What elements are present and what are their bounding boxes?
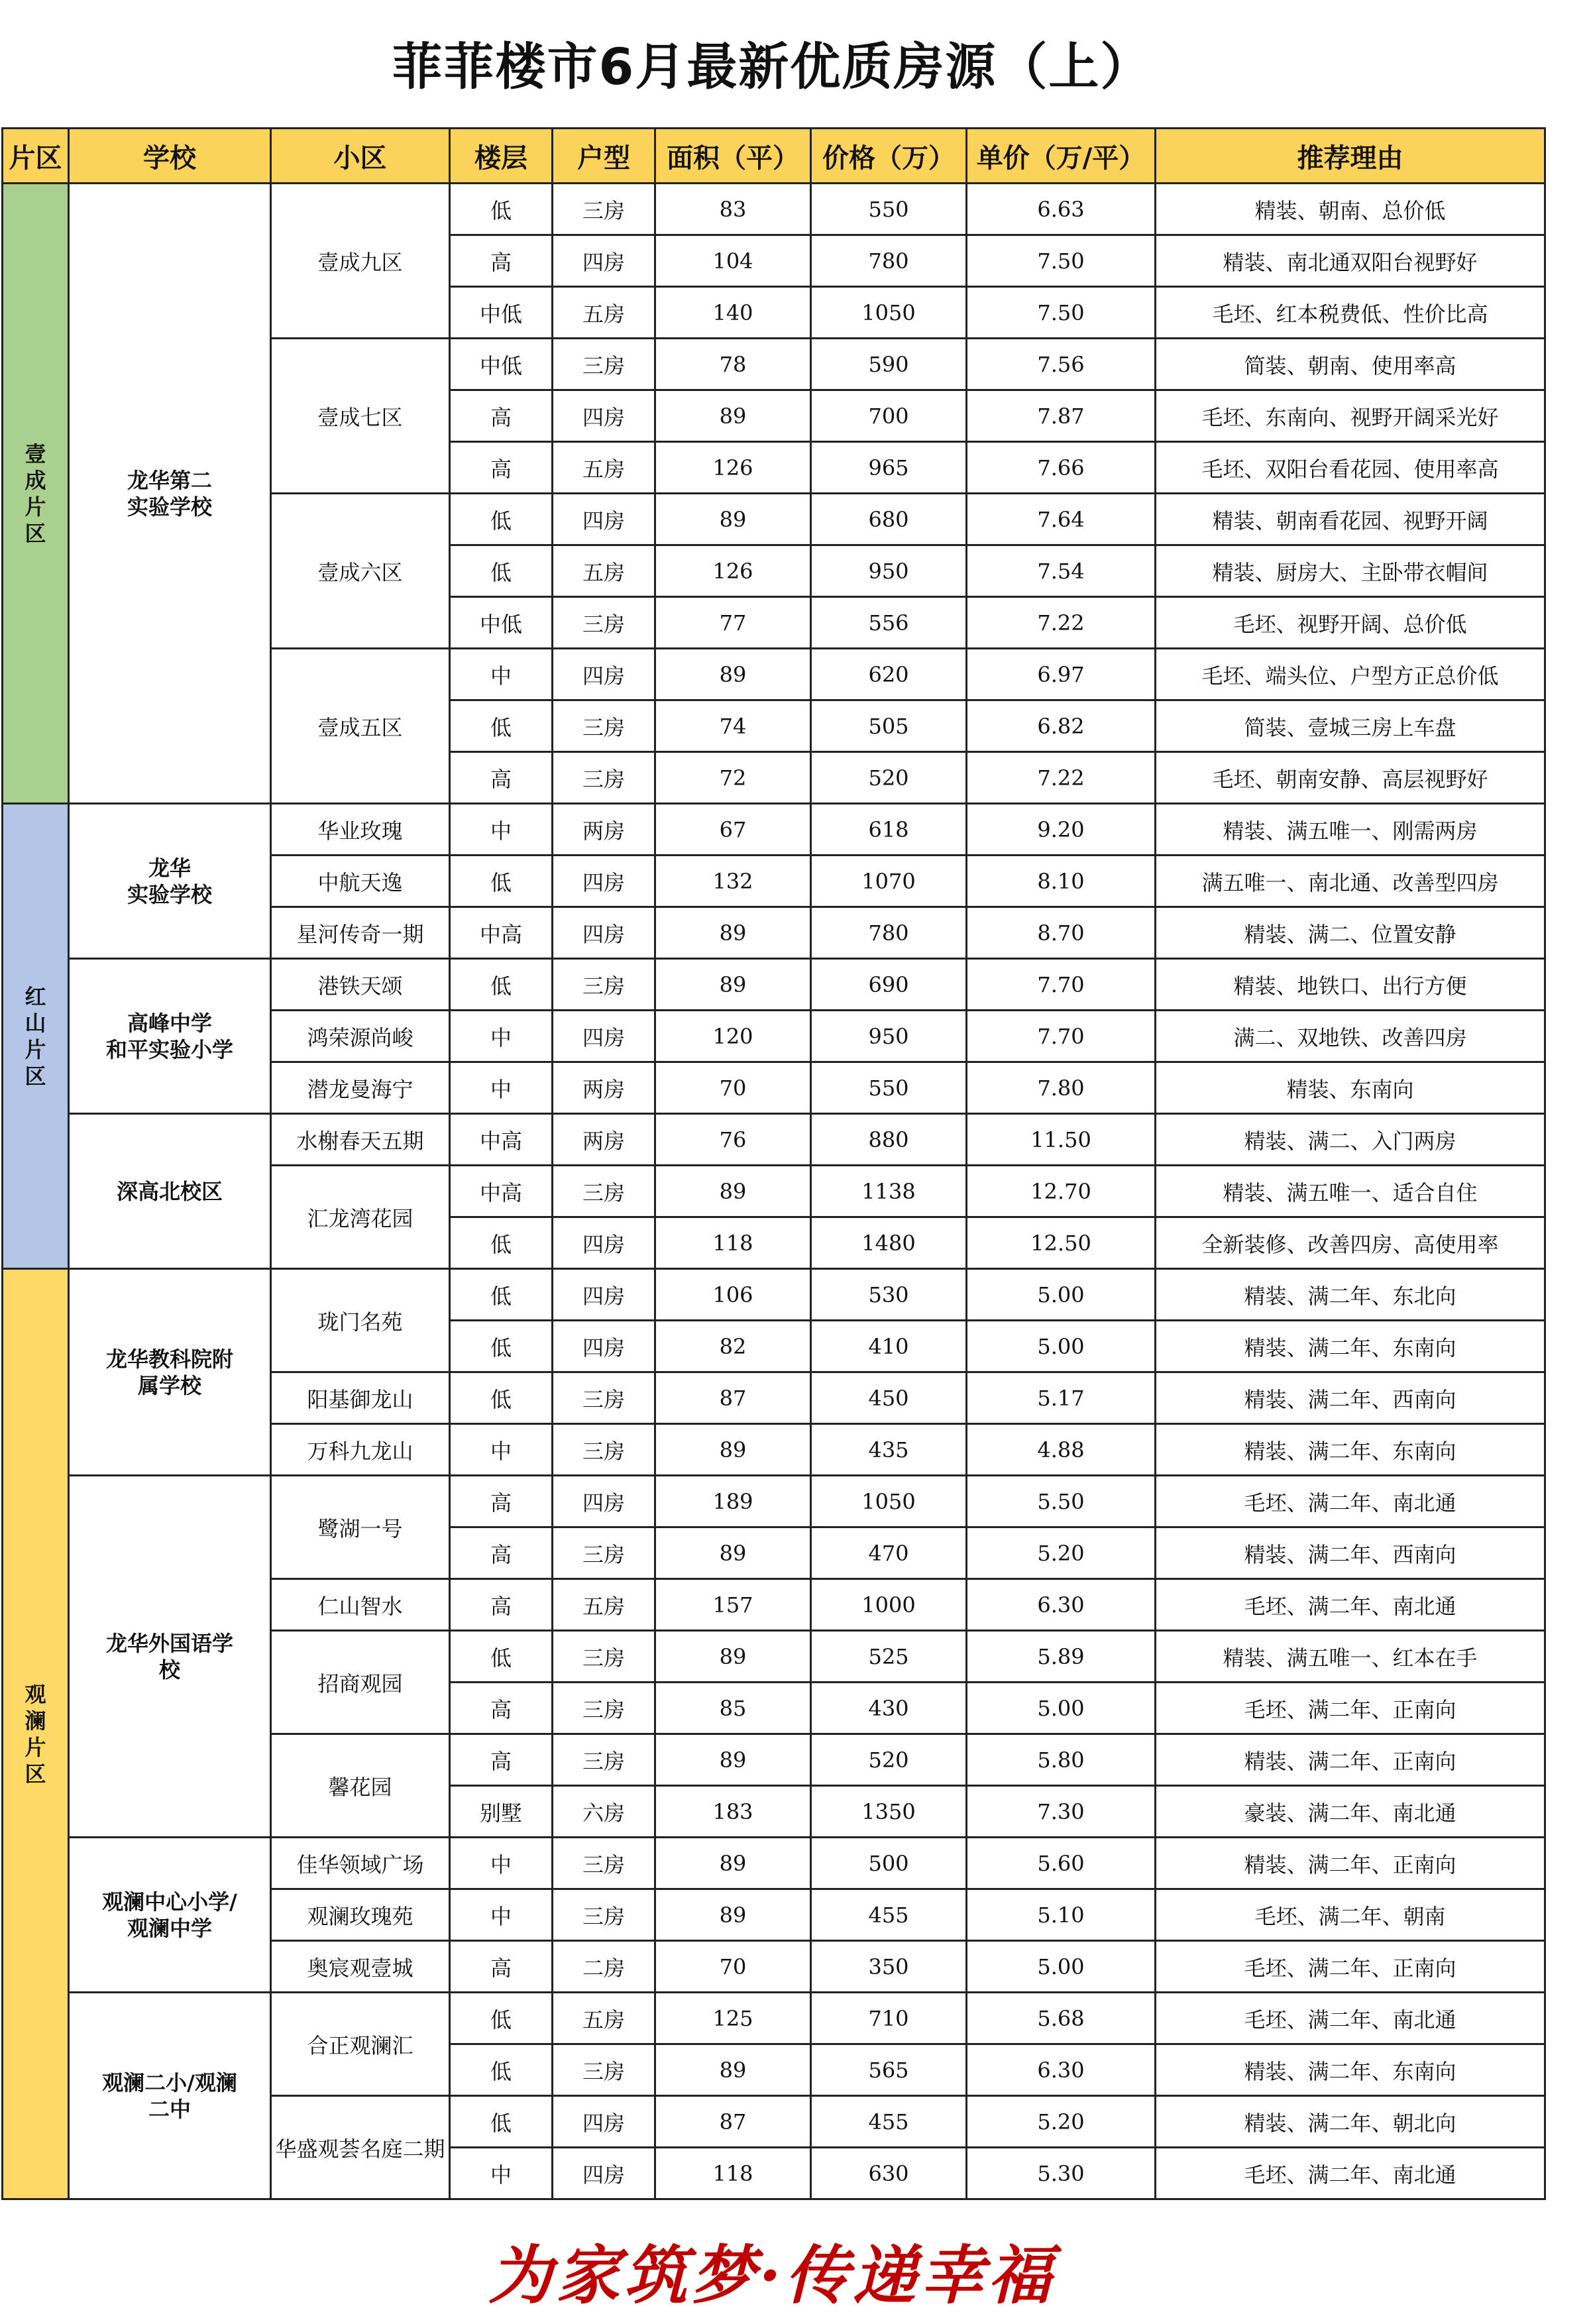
school-cell: 观澜中心小学/ 观澜中学 bbox=[69, 1838, 271, 1993]
area-cell: 132 bbox=[655, 856, 811, 907]
floor-cell: 高 bbox=[450, 1476, 553, 1527]
unit-price-cell: 4.88 bbox=[967, 1424, 1156, 1476]
floor-cell: 中低 bbox=[450, 287, 553, 339]
type-cell: 五房 bbox=[553, 1993, 655, 2044]
reason-cell: 毛坯、东南向、视野开阔采光好 bbox=[1156, 390, 1545, 442]
unit-price-cell: 7.22 bbox=[967, 752, 1156, 804]
reason-cell: 毛坯、红本税费低、性价比高 bbox=[1156, 287, 1545, 339]
community-cell: 招商观园 bbox=[271, 1631, 450, 1734]
price-cell: 565 bbox=[811, 2044, 967, 2096]
table-row bbox=[3, 804, 1545, 856]
area-cell: 70 bbox=[655, 1941, 811, 1993]
price-cell: 680 bbox=[811, 494, 967, 545]
reason-cell: 毛坯、满二年、南北通 bbox=[1156, 1993, 1545, 2044]
type-cell: 四房 bbox=[553, 235, 655, 287]
floor-cell: 低 bbox=[450, 1269, 553, 1321]
area-cell: 126 bbox=[655, 545, 811, 597]
type-cell: 三房 bbox=[553, 2044, 655, 2096]
table-row bbox=[3, 1269, 1545, 1321]
community-cell: 鹭湖一号 bbox=[271, 1476, 450, 1579]
area-cell: 85 bbox=[655, 1683, 811, 1734]
price-cell: 630 bbox=[811, 2148, 967, 2199]
floor-cell: 低 bbox=[450, 1321, 553, 1372]
floor-cell: 中 bbox=[450, 1424, 553, 1476]
area-cell: 126 bbox=[655, 442, 811, 494]
reason-cell: 精装、满二年、正南向 bbox=[1156, 1734, 1545, 1786]
area-cell: 87 bbox=[655, 1372, 811, 1424]
floor-cell: 高 bbox=[450, 390, 553, 442]
school-cell: 龙华第二 实验学校 bbox=[69, 184, 271, 804]
price-cell: 410 bbox=[811, 1321, 967, 1372]
floor-cell: 高 bbox=[450, 1579, 553, 1631]
reason-cell: 满五唯一、南北通、改善型四房 bbox=[1156, 856, 1545, 907]
area-cell: 82 bbox=[655, 1321, 811, 1372]
type-cell: 三房 bbox=[553, 1838, 655, 1889]
price-cell: 530 bbox=[811, 1269, 967, 1321]
header-row bbox=[3, 129, 1545, 184]
header-reason: 推荐理由 bbox=[1156, 129, 1545, 184]
unit-price-cell: 6.82 bbox=[967, 700, 1156, 752]
community-cell: 佳华领域广场 bbox=[271, 1838, 450, 1889]
price-cell: 620 bbox=[811, 649, 967, 700]
reason-cell: 精装、满二年、朝北向 bbox=[1156, 2096, 1545, 2148]
unit-price-cell: 5.10 bbox=[967, 1889, 1156, 1941]
area-cell: 89 bbox=[655, 390, 811, 442]
community-cell: 阳基御龙山 bbox=[271, 1372, 450, 1424]
area-cell: 89 bbox=[655, 1166, 811, 1217]
unit-price-cell: 12.70 bbox=[967, 1166, 1156, 1217]
slogan: 为家筑梦·传递幸福 bbox=[488, 2238, 1056, 2313]
unit-price-cell: 12.50 bbox=[967, 1217, 1156, 1269]
community-cell: 星河传奇一期 bbox=[271, 907, 450, 959]
header-school: 学校 bbox=[69, 129, 271, 184]
type-cell: 四房 bbox=[553, 1269, 655, 1321]
area-cell: 183 bbox=[655, 1786, 811, 1838]
zone-cell bbox=[3, 1269, 69, 2199]
reason-cell: 精装、厨房大、主卧带衣帽间 bbox=[1156, 545, 1545, 597]
reason-cell: 精装、满二年、西南向 bbox=[1156, 1372, 1545, 1424]
unit-price-cell: 7.56 bbox=[967, 339, 1156, 390]
floor-cell: 中 bbox=[450, 1062, 553, 1114]
price-cell: 950 bbox=[811, 1011, 967, 1062]
price-cell: 1480 bbox=[811, 1217, 967, 1269]
type-cell: 四房 bbox=[553, 2148, 655, 2199]
unit-price-cell: 11.50 bbox=[967, 1114, 1156, 1166]
area-cell: 118 bbox=[655, 2148, 811, 2199]
unit-price-cell: 5.68 bbox=[967, 1993, 1156, 2044]
price-cell: 500 bbox=[811, 1838, 967, 1889]
unit-price-cell: 6.30 bbox=[967, 1579, 1156, 1631]
reason-cell: 毛坯、满二年、正南向 bbox=[1156, 1683, 1545, 1734]
header-price: 价格（万） bbox=[811, 129, 967, 184]
floor-cell: 中 bbox=[450, 1889, 553, 1941]
reason-cell: 精装、满二年、东北向 bbox=[1156, 1269, 1545, 1321]
unit-price-cell: 5.89 bbox=[967, 1631, 1156, 1683]
unit-price-cell: 5.20 bbox=[967, 2096, 1156, 2148]
community-cell: 奥宸观壹城 bbox=[271, 1941, 450, 1993]
area-cell: 87 bbox=[655, 2096, 811, 2148]
area-cell: 72 bbox=[655, 752, 811, 804]
community-cell: 中航天逸 bbox=[271, 856, 450, 907]
reason-cell: 毛坯、满二年、南北通 bbox=[1156, 2148, 1545, 2199]
floor-cell: 中 bbox=[450, 649, 553, 700]
type-cell: 三房 bbox=[553, 752, 655, 804]
type-cell: 四房 bbox=[553, 1321, 655, 1372]
area-cell: 120 bbox=[655, 1011, 811, 1062]
price-cell: 455 bbox=[811, 1889, 967, 1941]
reason-cell: 毛坯、视野开阔、总价低 bbox=[1156, 597, 1545, 649]
price-cell: 556 bbox=[811, 597, 967, 649]
price-cell: 1050 bbox=[811, 287, 967, 339]
price-cell: 435 bbox=[811, 1424, 967, 1476]
school-cell: 龙华 实验学校 bbox=[69, 804, 271, 959]
area-cell: 157 bbox=[655, 1579, 811, 1631]
price-cell: 550 bbox=[811, 1062, 967, 1114]
unit-price-cell: 5.60 bbox=[967, 1838, 1156, 1889]
reason-cell: 毛坯、满二年、正南向 bbox=[1156, 1941, 1545, 1993]
community-cell: 珑门名苑 bbox=[271, 1269, 450, 1372]
floor-cell: 低 bbox=[450, 494, 553, 545]
school-cell: 龙华教科院附 属学校 bbox=[69, 1269, 271, 1476]
unit-price-cell: 5.17 bbox=[967, 1372, 1156, 1424]
floor-cell: 低 bbox=[450, 1631, 553, 1683]
zone-cell bbox=[3, 804, 69, 1269]
community-cell: 港铁天颂 bbox=[271, 959, 450, 1011]
floor-cell: 中高 bbox=[450, 907, 553, 959]
reason-cell: 精装、南北通双阳台视野好 bbox=[1156, 235, 1545, 287]
type-cell: 三房 bbox=[553, 1683, 655, 1734]
price-cell: 618 bbox=[811, 804, 967, 856]
reason-cell: 精装、朝南、总价低 bbox=[1156, 184, 1545, 235]
header-floor: 楼层 bbox=[450, 129, 553, 184]
unit-price-cell: 5.00 bbox=[967, 1941, 1156, 1993]
reason-cell: 精装、满二年、正南向 bbox=[1156, 1838, 1545, 1889]
unit-price-cell: 7.54 bbox=[967, 545, 1156, 597]
price-cell: 950 bbox=[811, 545, 967, 597]
table-row bbox=[3, 1114, 1545, 1166]
floor-cell: 别墅 bbox=[450, 1786, 553, 1838]
reason-cell: 精装、满二年、东南向 bbox=[1156, 1424, 1545, 1476]
school-cell: 深高北校区 bbox=[69, 1114, 271, 1269]
type-cell: 五房 bbox=[553, 442, 655, 494]
reason-cell: 精装、满二年、东南向 bbox=[1156, 1321, 1545, 1372]
price-cell: 780 bbox=[811, 235, 967, 287]
unit-price-cell: 7.64 bbox=[967, 494, 1156, 545]
price-cell: 880 bbox=[811, 1114, 967, 1166]
area-cell: 89 bbox=[655, 1838, 811, 1889]
header-zone: 片区 bbox=[3, 129, 69, 184]
header-area: 面积（平） bbox=[655, 129, 811, 184]
type-cell: 四房 bbox=[553, 1476, 655, 1527]
type-cell: 三房 bbox=[553, 1424, 655, 1476]
price-cell: 520 bbox=[811, 1734, 967, 1786]
reason-cell: 精装、满二、入门两房 bbox=[1156, 1114, 1545, 1166]
area-cell: 106 bbox=[655, 1269, 811, 1321]
floor-cell: 中 bbox=[450, 2148, 553, 2199]
price-cell: 1070 bbox=[811, 856, 967, 907]
type-cell: 五房 bbox=[553, 287, 655, 339]
type-cell: 五房 bbox=[553, 1579, 655, 1631]
floor-cell: 中 bbox=[450, 1011, 553, 1062]
unit-price-cell: 8.10 bbox=[967, 856, 1156, 907]
floor-cell: 中 bbox=[450, 804, 553, 856]
type-cell: 三房 bbox=[553, 1631, 655, 1683]
unit-price-cell: 7.80 bbox=[967, 1062, 1156, 1114]
floor-cell: 低 bbox=[450, 2044, 553, 2096]
floor-cell: 高 bbox=[450, 235, 553, 287]
area-cell: 76 bbox=[655, 1114, 811, 1166]
area-cell: 89 bbox=[655, 649, 811, 700]
price-cell: 710 bbox=[811, 1993, 967, 2044]
area-cell: 74 bbox=[655, 700, 811, 752]
community-cell: 壹成五区 bbox=[271, 649, 450, 804]
unit-price-cell: 7.70 bbox=[967, 959, 1156, 1011]
area-cell: 89 bbox=[655, 959, 811, 1011]
area-cell: 89 bbox=[655, 494, 811, 545]
area-cell: 89 bbox=[655, 1631, 811, 1683]
type-cell: 两房 bbox=[553, 1114, 655, 1166]
school-cell: 龙华外国语学 校 bbox=[69, 1476, 271, 1838]
reason-cell: 简装、壹城三房上车盘 bbox=[1156, 700, 1545, 752]
reason-cell: 精装、朝南看花园、视野开阔 bbox=[1156, 494, 1545, 545]
community-cell: 观澜玫瑰苑 bbox=[271, 1889, 450, 1941]
type-cell: 四房 bbox=[553, 390, 655, 442]
floor-cell: 低 bbox=[450, 545, 553, 597]
type-cell: 四房 bbox=[553, 1217, 655, 1269]
floor-cell: 中高 bbox=[450, 1166, 553, 1217]
reason-cell: 豪装、满二年、南北通 bbox=[1156, 1786, 1545, 1838]
area-cell: 104 bbox=[655, 235, 811, 287]
reason-cell: 毛坯、满二年、南北通 bbox=[1156, 1579, 1545, 1631]
area-cell: 67 bbox=[655, 804, 811, 856]
reason-cell: 毛坯、满二年、南北通 bbox=[1156, 1476, 1545, 1527]
community-cell: 华业玫瑰 bbox=[271, 804, 450, 856]
area-cell: 89 bbox=[655, 1424, 811, 1476]
unit-price-cell: 5.00 bbox=[967, 1321, 1156, 1372]
unit-price-cell: 7.70 bbox=[967, 1011, 1156, 1062]
price-cell: 430 bbox=[811, 1683, 967, 1734]
price-cell: 965 bbox=[811, 442, 967, 494]
unit-price-cell: 5.00 bbox=[967, 1269, 1156, 1321]
type-cell: 三房 bbox=[553, 1166, 655, 1217]
area-cell: 189 bbox=[655, 1476, 811, 1527]
zone-label: 观澜片区 bbox=[25, 1681, 46, 1787]
reason-cell: 毛坯、满二年、朝南 bbox=[1156, 1889, 1545, 1941]
type-cell: 三房 bbox=[553, 700, 655, 752]
type-cell: 四房 bbox=[553, 1011, 655, 1062]
type-cell: 四房 bbox=[553, 907, 655, 959]
unit-price-cell: 5.30 bbox=[967, 2148, 1156, 2199]
reason-cell: 精装、满二、位置安静 bbox=[1156, 907, 1545, 959]
reason-cell: 毛坯、双阳台看花园、使用率高 bbox=[1156, 442, 1545, 494]
reason-cell: 简装、朝南、使用率高 bbox=[1156, 339, 1545, 390]
community-cell: 鸿荣源尚峻 bbox=[271, 1011, 450, 1062]
reason-cell: 毛坯、朝南安静、高层视野好 bbox=[1156, 752, 1545, 804]
type-cell: 两房 bbox=[553, 1062, 655, 1114]
header-unit-price: 单价（万/平） bbox=[967, 129, 1156, 184]
floor-cell: 中 bbox=[450, 1838, 553, 1889]
floor-cell: 高 bbox=[450, 1683, 553, 1734]
floor-cell: 中低 bbox=[450, 339, 553, 390]
price-cell: 455 bbox=[811, 2096, 967, 2148]
price-cell: 470 bbox=[811, 1527, 967, 1579]
school-cell: 高峰中学 和平实验小学 bbox=[69, 959, 271, 1114]
floor-cell: 高 bbox=[450, 1527, 553, 1579]
community-cell: 仁山智水 bbox=[271, 1579, 450, 1631]
header-community: 小区 bbox=[271, 129, 450, 184]
price-cell: 520 bbox=[811, 752, 967, 804]
floor-cell: 低 bbox=[450, 856, 553, 907]
unit-price-cell: 7.22 bbox=[967, 597, 1156, 649]
type-cell: 三房 bbox=[553, 184, 655, 235]
unit-price-cell: 7.30 bbox=[967, 1786, 1156, 1838]
area-cell: 83 bbox=[655, 184, 811, 235]
reason-cell: 精装、满二年、东南向 bbox=[1156, 2044, 1545, 2096]
floor-cell: 中低 bbox=[450, 597, 553, 649]
type-cell: 三房 bbox=[553, 1527, 655, 1579]
type-cell: 三房 bbox=[553, 959, 655, 1011]
price-cell: 505 bbox=[811, 700, 967, 752]
area-cell: 77 bbox=[655, 597, 811, 649]
reason-cell: 精装、满五唯一、红本在手 bbox=[1156, 1631, 1545, 1683]
listing-body bbox=[3, 184, 1545, 2199]
reason-cell: 全新装修、改善四房、高使用率 bbox=[1156, 1217, 1545, 1269]
school-cell: 观澜二小/观澜 二中 bbox=[69, 1993, 271, 2199]
type-cell: 四房 bbox=[553, 649, 655, 700]
reason-cell: 精装、满五唯一、刚需两房 bbox=[1156, 804, 1545, 856]
area-cell: 78 bbox=[655, 339, 811, 390]
floor-cell: 高 bbox=[450, 442, 553, 494]
area-cell: 70 bbox=[655, 1062, 811, 1114]
type-cell: 两房 bbox=[553, 804, 655, 856]
header-type: 户型 bbox=[553, 129, 655, 184]
price-cell: 700 bbox=[811, 390, 967, 442]
floor-cell: 高 bbox=[450, 1941, 553, 1993]
community-cell: 潜龙曼海宁 bbox=[271, 1062, 450, 1114]
community-cell: 馨花园 bbox=[271, 1734, 450, 1838]
unit-price-cell: 5.80 bbox=[967, 1734, 1156, 1786]
area-cell: 89 bbox=[655, 907, 811, 959]
price-cell: 1000 bbox=[811, 1579, 967, 1631]
table-row bbox=[3, 1838, 1545, 1889]
unit-price-cell: 7.50 bbox=[967, 287, 1156, 339]
reason-cell: 毛坯、端头位、户型方正总价低 bbox=[1156, 649, 1545, 700]
area-cell: 140 bbox=[655, 287, 811, 339]
unit-price-cell: 5.00 bbox=[967, 1683, 1156, 1734]
page-title: 菲菲楼市6月最新优质房源（上） bbox=[392, 37, 1152, 96]
type-cell: 三房 bbox=[553, 339, 655, 390]
unit-price-cell: 7.66 bbox=[967, 442, 1156, 494]
table-row bbox=[3, 1476, 1545, 1527]
price-cell: 525 bbox=[811, 1631, 967, 1683]
community-cell: 合正观澜汇 bbox=[271, 1993, 450, 2096]
reason-cell: 精装、满二年、西南向 bbox=[1156, 1527, 1545, 1579]
unit-price-cell: 6.63 bbox=[967, 184, 1156, 235]
area-cell: 125 bbox=[655, 1993, 811, 2044]
unit-price-cell: 7.87 bbox=[967, 390, 1156, 442]
unit-price-cell: 6.30 bbox=[967, 2044, 1156, 2096]
type-cell: 四房 bbox=[553, 856, 655, 907]
community-cell: 华盛观荟名庭二期 bbox=[271, 2096, 450, 2199]
floor-cell: 高 bbox=[450, 1734, 553, 1786]
price-cell: 350 bbox=[811, 1941, 967, 1993]
zone-label: 壹成片区 bbox=[25, 441, 46, 546]
type-cell: 五房 bbox=[553, 545, 655, 597]
type-cell: 三房 bbox=[553, 1889, 655, 1941]
type-cell: 三房 bbox=[553, 597, 655, 649]
area-cell: 89 bbox=[655, 1527, 811, 1579]
community-cell: 万科九龙山 bbox=[271, 1424, 450, 1476]
type-cell: 四房 bbox=[553, 2096, 655, 2148]
type-cell: 四房 bbox=[553, 494, 655, 545]
price-cell: 1138 bbox=[811, 1166, 967, 1217]
zone-cell bbox=[3, 184, 69, 804]
community-cell: 水榭春天五期 bbox=[271, 1114, 450, 1166]
community-cell: 壹成七区 bbox=[271, 339, 450, 494]
area-cell: 89 bbox=[655, 1889, 811, 1941]
floor-cell: 低 bbox=[450, 959, 553, 1011]
unit-price-cell: 6.97 bbox=[967, 649, 1156, 700]
floor-cell: 低 bbox=[450, 1993, 553, 2044]
listing-table bbox=[1, 127, 1546, 2200]
unit-price-cell: 8.70 bbox=[967, 907, 1156, 959]
floor-cell: 低 bbox=[450, 2096, 553, 2148]
price-cell: 690 bbox=[811, 959, 967, 1011]
unit-price-cell: 9.20 bbox=[967, 804, 1156, 856]
type-cell: 二房 bbox=[553, 1941, 655, 1993]
price-cell: 1350 bbox=[811, 1786, 967, 1838]
community-cell: 壹成九区 bbox=[271, 184, 450, 339]
price-cell: 780 bbox=[811, 907, 967, 959]
community-cell: 汇龙湾花园 bbox=[271, 1166, 450, 1269]
price-cell: 590 bbox=[811, 339, 967, 390]
table-row bbox=[3, 959, 1545, 1011]
floor-cell: 高 bbox=[450, 752, 553, 804]
reason-cell: 精装、满五唯一、适合自住 bbox=[1156, 1166, 1545, 1217]
reason-cell: 满二、双地铁、改善四房 bbox=[1156, 1011, 1545, 1062]
price-cell: 450 bbox=[811, 1372, 967, 1424]
unit-price-cell: 7.50 bbox=[967, 235, 1156, 287]
area-cell: 89 bbox=[655, 1734, 811, 1786]
community-cell: 壹成六区 bbox=[271, 494, 450, 649]
table-row bbox=[3, 1993, 1545, 2044]
area-cell: 89 bbox=[655, 2044, 811, 2096]
floor-cell: 低 bbox=[450, 184, 553, 235]
price-cell: 550 bbox=[811, 184, 967, 235]
type-cell: 六房 bbox=[553, 1786, 655, 1838]
area-cell: 118 bbox=[655, 1217, 811, 1269]
floor-cell: 低 bbox=[450, 700, 553, 752]
type-cell: 三房 bbox=[553, 1734, 655, 1786]
floor-cell: 中高 bbox=[450, 1114, 553, 1166]
zone-label: 红山片区 bbox=[25, 983, 46, 1089]
type-cell: 三房 bbox=[553, 1372, 655, 1424]
price-cell: 1050 bbox=[811, 1476, 967, 1527]
table-row bbox=[3, 184, 1545, 235]
floor-cell: 低 bbox=[450, 1372, 553, 1424]
reason-cell: 精装、地铁口、出行方便 bbox=[1156, 959, 1545, 1011]
floor-cell: 低 bbox=[450, 1217, 553, 1269]
unit-price-cell: 5.20 bbox=[967, 1527, 1156, 1579]
reason-cell: 精装、东南向 bbox=[1156, 1062, 1545, 1114]
unit-price-cell: 5.50 bbox=[967, 1476, 1156, 1527]
